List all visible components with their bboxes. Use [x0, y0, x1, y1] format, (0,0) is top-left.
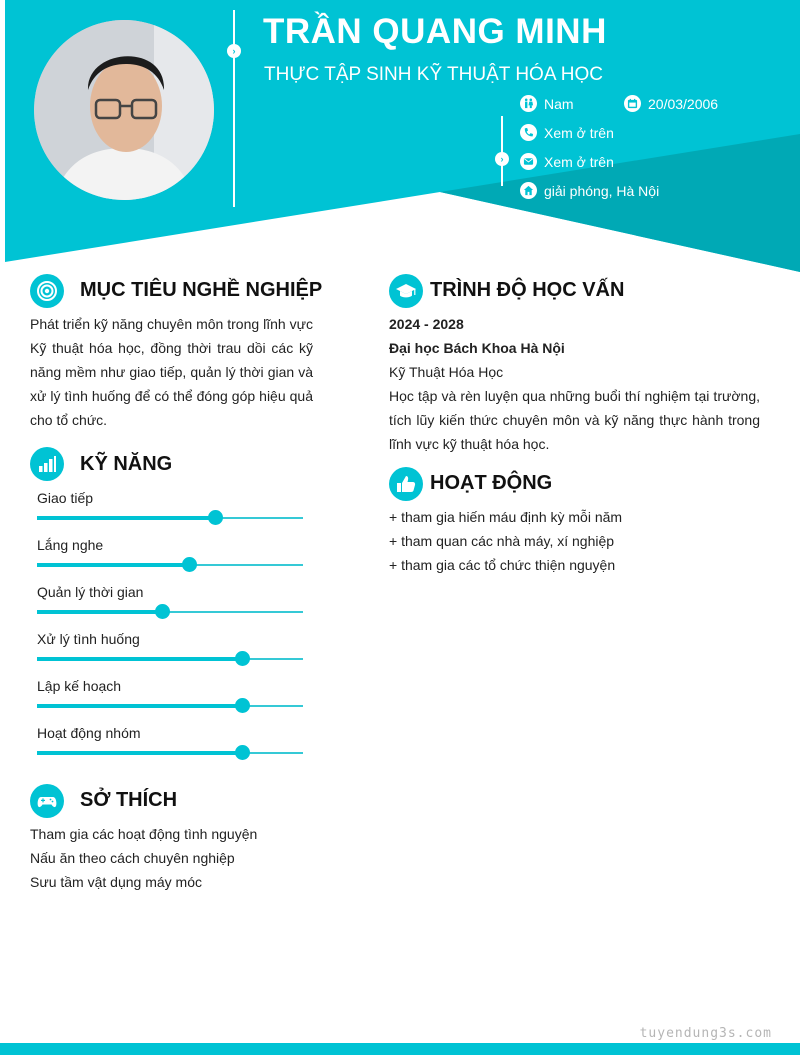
calendar-icon — [624, 95, 641, 112]
home-icon — [520, 182, 537, 199]
skill-bar-fill — [37, 610, 162, 614]
skill-label: Xử lý tình huống — [37, 631, 140, 647]
gamepad-icon — [30, 784, 64, 818]
skill-label: Lập kế hoạch — [37, 678, 122, 694]
contact-gender: Nam — [520, 95, 574, 112]
activity-item: + tham gia hiến máu định kỳ mỗi năm — [389, 509, 623, 525]
contact-email: Xem ở trên — [520, 153, 614, 170]
skill-label: Hoạt động nhóm — [37, 725, 141, 741]
skill-bar-fill — [37, 563, 189, 567]
activity-item: + tham quan các nhà máy, xí nghiệp — [389, 533, 615, 549]
skill-bar-fill — [37, 704, 242, 708]
skill-bar-knob — [182, 557, 197, 572]
header-divider — [233, 10, 235, 207]
graduation-cap-icon — [389, 274, 423, 308]
skill-bar — [37, 658, 303, 660]
education-title: TRÌNH ĐỘ HỌC VẤN — [430, 279, 625, 301]
skills-title: KỸ NĂNG — [80, 453, 173, 475]
skill-bar — [37, 517, 303, 519]
skill-bar — [37, 752, 303, 754]
education-description: Học tập và rèn luyện qua những buổi thí nghiệm tại trường, tích lũy kiến thức chuyên môn và kỹ năng thực hành trong lĩnh vực kỹ thuật hóa học. — [389, 388, 760, 452]
mail-icon — [520, 153, 537, 170]
hobby-item: Sưu tầm vật dụng máy móc — [30, 874, 202, 890]
contact-phone: Xem ở trên — [520, 124, 614, 141]
skill-bar — [37, 564, 303, 566]
contact-birthday: 20/03/2006 — [624, 95, 718, 112]
job-title: THỰC TẬP SINH KỸ THUẬT HÓA HỌC — [264, 64, 603, 85]
skill-bar-knob — [235, 698, 250, 713]
skill-bar-fill — [37, 657, 242, 661]
skill-bar-knob — [155, 604, 170, 619]
skill-label: Giao tiếp — [37, 490, 94, 506]
candidate-name: TRẦN QUANG MINH — [263, 12, 607, 51]
activities-title: HOẠT ĐỘNG — [430, 472, 553, 494]
education-major: Kỹ Thuật Hóa Học — [389, 364, 504, 380]
skill-bar — [37, 705, 303, 707]
hobbies-title: SỞ THÍCH — [80, 789, 178, 811]
skill-bar-knob — [235, 651, 250, 666]
skill-bar-fill — [37, 751, 242, 755]
objective-text: Phát triển kỹ năng chuyên môn trong lĩnh vực Kỹ thuật hóa học, đồng thời trau dồi các kỹ năng mềm như giao tiếp, quản lý thời gian và xử lý tình huống để có thể đóng góp hiệu quả cho tổ chức. — [30, 316, 313, 428]
skill-bar — [37, 611, 303, 613]
footer-bar — [0, 1043, 800, 1055]
skill-label: Quản lý thời gian — [37, 584, 144, 600]
phone-icon — [520, 124, 537, 141]
skill-label: Lắng nghe — [37, 537, 104, 553]
thumbs-up-icon — [389, 467, 423, 501]
hobby-item: Nấu ăn theo cách chuyên nghiệp — [30, 850, 235, 866]
target-icon — [30, 274, 64, 308]
watermark: tuyendung3s.com — [639, 1026, 772, 1041]
bar-chart-icon — [30, 447, 64, 481]
chevron-right-icon: › — [227, 44, 241, 58]
hobby-item: Tham gia các hoạt động tình nguyện — [30, 826, 258, 842]
contact-address: giải phóng, Hà Nội — [520, 182, 659, 199]
activity-item: + tham gia các tổ chức thiện nguyện — [389, 557, 616, 573]
skill-bar-knob — [235, 745, 250, 760]
objective-title: MỤC TIÊU NGHỀ NGHIỆP — [80, 279, 323, 301]
skill-bar-knob — [208, 510, 223, 525]
education-school: Đại học Bách Khoa Hà Nội — [389, 340, 565, 356]
skill-bar-fill — [37, 516, 215, 520]
chevron-right-icon: › — [495, 152, 509, 166]
gender-icon — [520, 95, 537, 112]
education-period: 2024 - 2028 — [389, 316, 464, 332]
profile-photo — [34, 20, 214, 200]
contact-divider — [501, 116, 503, 186]
